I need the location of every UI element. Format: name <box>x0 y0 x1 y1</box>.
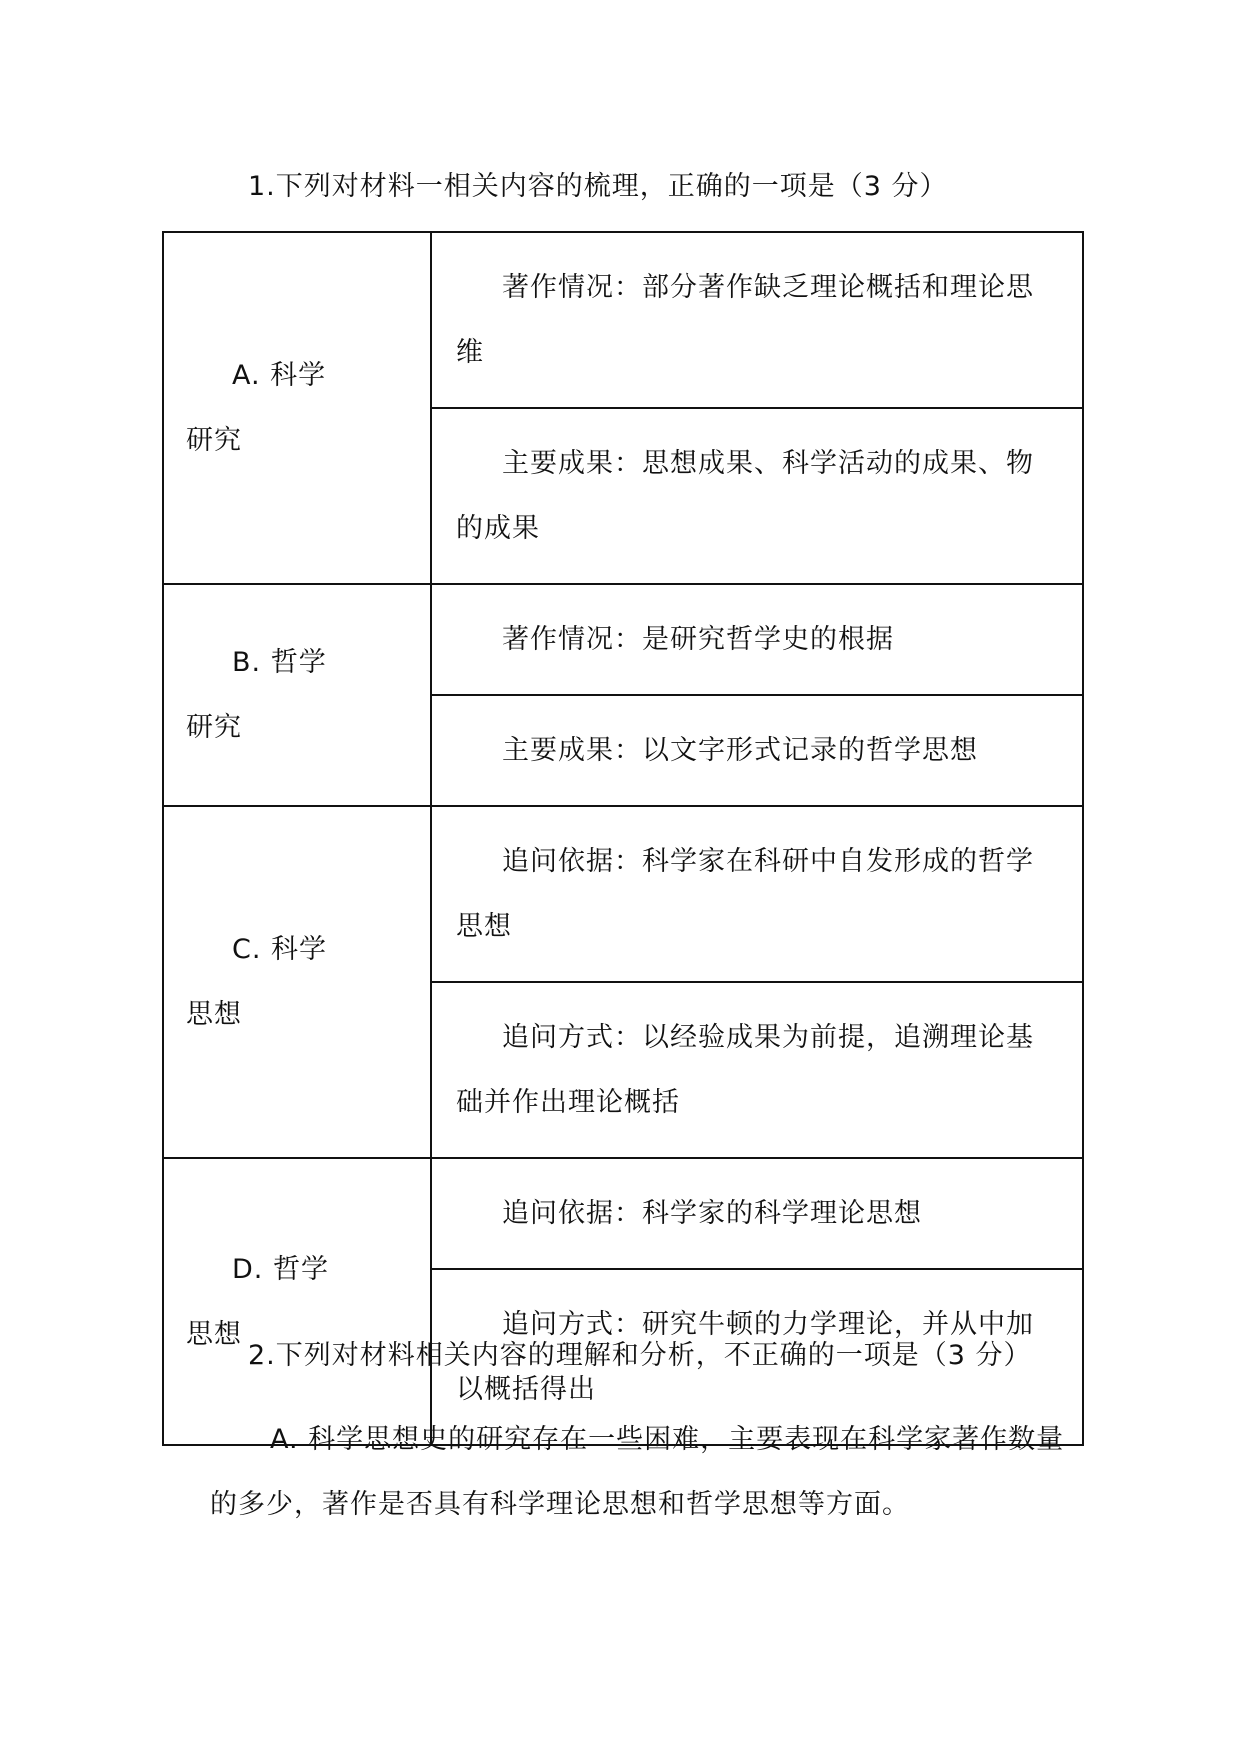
option-label-line1: A. 科学 <box>232 360 327 391</box>
question-2-stem: 2.下列对材料相关内容的理解和分析，不正确的一项是（3 分） <box>248 1340 1032 1371</box>
option-label-line1: D. 哲学 <box>232 1253 329 1285</box>
option-label-line1: C. 科学 <box>232 934 328 965</box>
option-label-line1: B. 哲学 <box>232 647 327 678</box>
option-label-line2: 研究 <box>186 425 242 456</box>
option-b-label <box>163 584 431 806</box>
question-2-option-a: A. 科学思想史的研究存在一些困难，主要表现在科学家著作数量的多少，著作是否具有科学理论思想和哲学思想等方面。 <box>210 1424 1065 1520</box>
table-row <box>163 1158 1083 1269</box>
question-1-stem: 1.下列对材料一相关内容的梳理，正确的一项是（3 分） <box>248 171 948 202</box>
options-table <box>162 231 1084 1446</box>
option-a-item-2: 主要成果：思想成果、科学活动的成果、物的成果 <box>431 408 1083 584</box>
option-c-item-2: 追问方式：以经验成果为前提，追溯理论基础并作出理论概括 <box>431 982 1083 1158</box>
option-a-item-1: 著作情况：部分著作缺乏理论概括和理论思维 <box>431 232 1083 408</box>
option-d-label <box>163 1158 431 1445</box>
table-row <box>163 232 1083 408</box>
option-d-item-2: 追问方式：研究牛顿的力学理论，并从中加以概括得出 <box>431 1269 1083 1445</box>
option-label-line2: 思想 <box>186 1318 242 1350</box>
option-b-item-1: 著作情况：是研究哲学史的根据 <box>431 584 1083 695</box>
option-b-item-2: 主要成果：以文字形式记录的哲学思想 <box>431 695 1083 806</box>
option-c-item-1: 追问依据：科学家在科研中自发形成的哲学思想 <box>431 806 1083 982</box>
option-a-label <box>163 232 431 584</box>
table-row <box>163 806 1083 982</box>
table-row <box>163 584 1083 695</box>
option-label-line2: 研究 <box>186 712 242 743</box>
option-d-item-1: 追问依据：科学家的科学理论思想 <box>431 1158 1083 1269</box>
option-c-label <box>163 806 431 1158</box>
option-label-line2: 思想 <box>186 999 242 1030</box>
